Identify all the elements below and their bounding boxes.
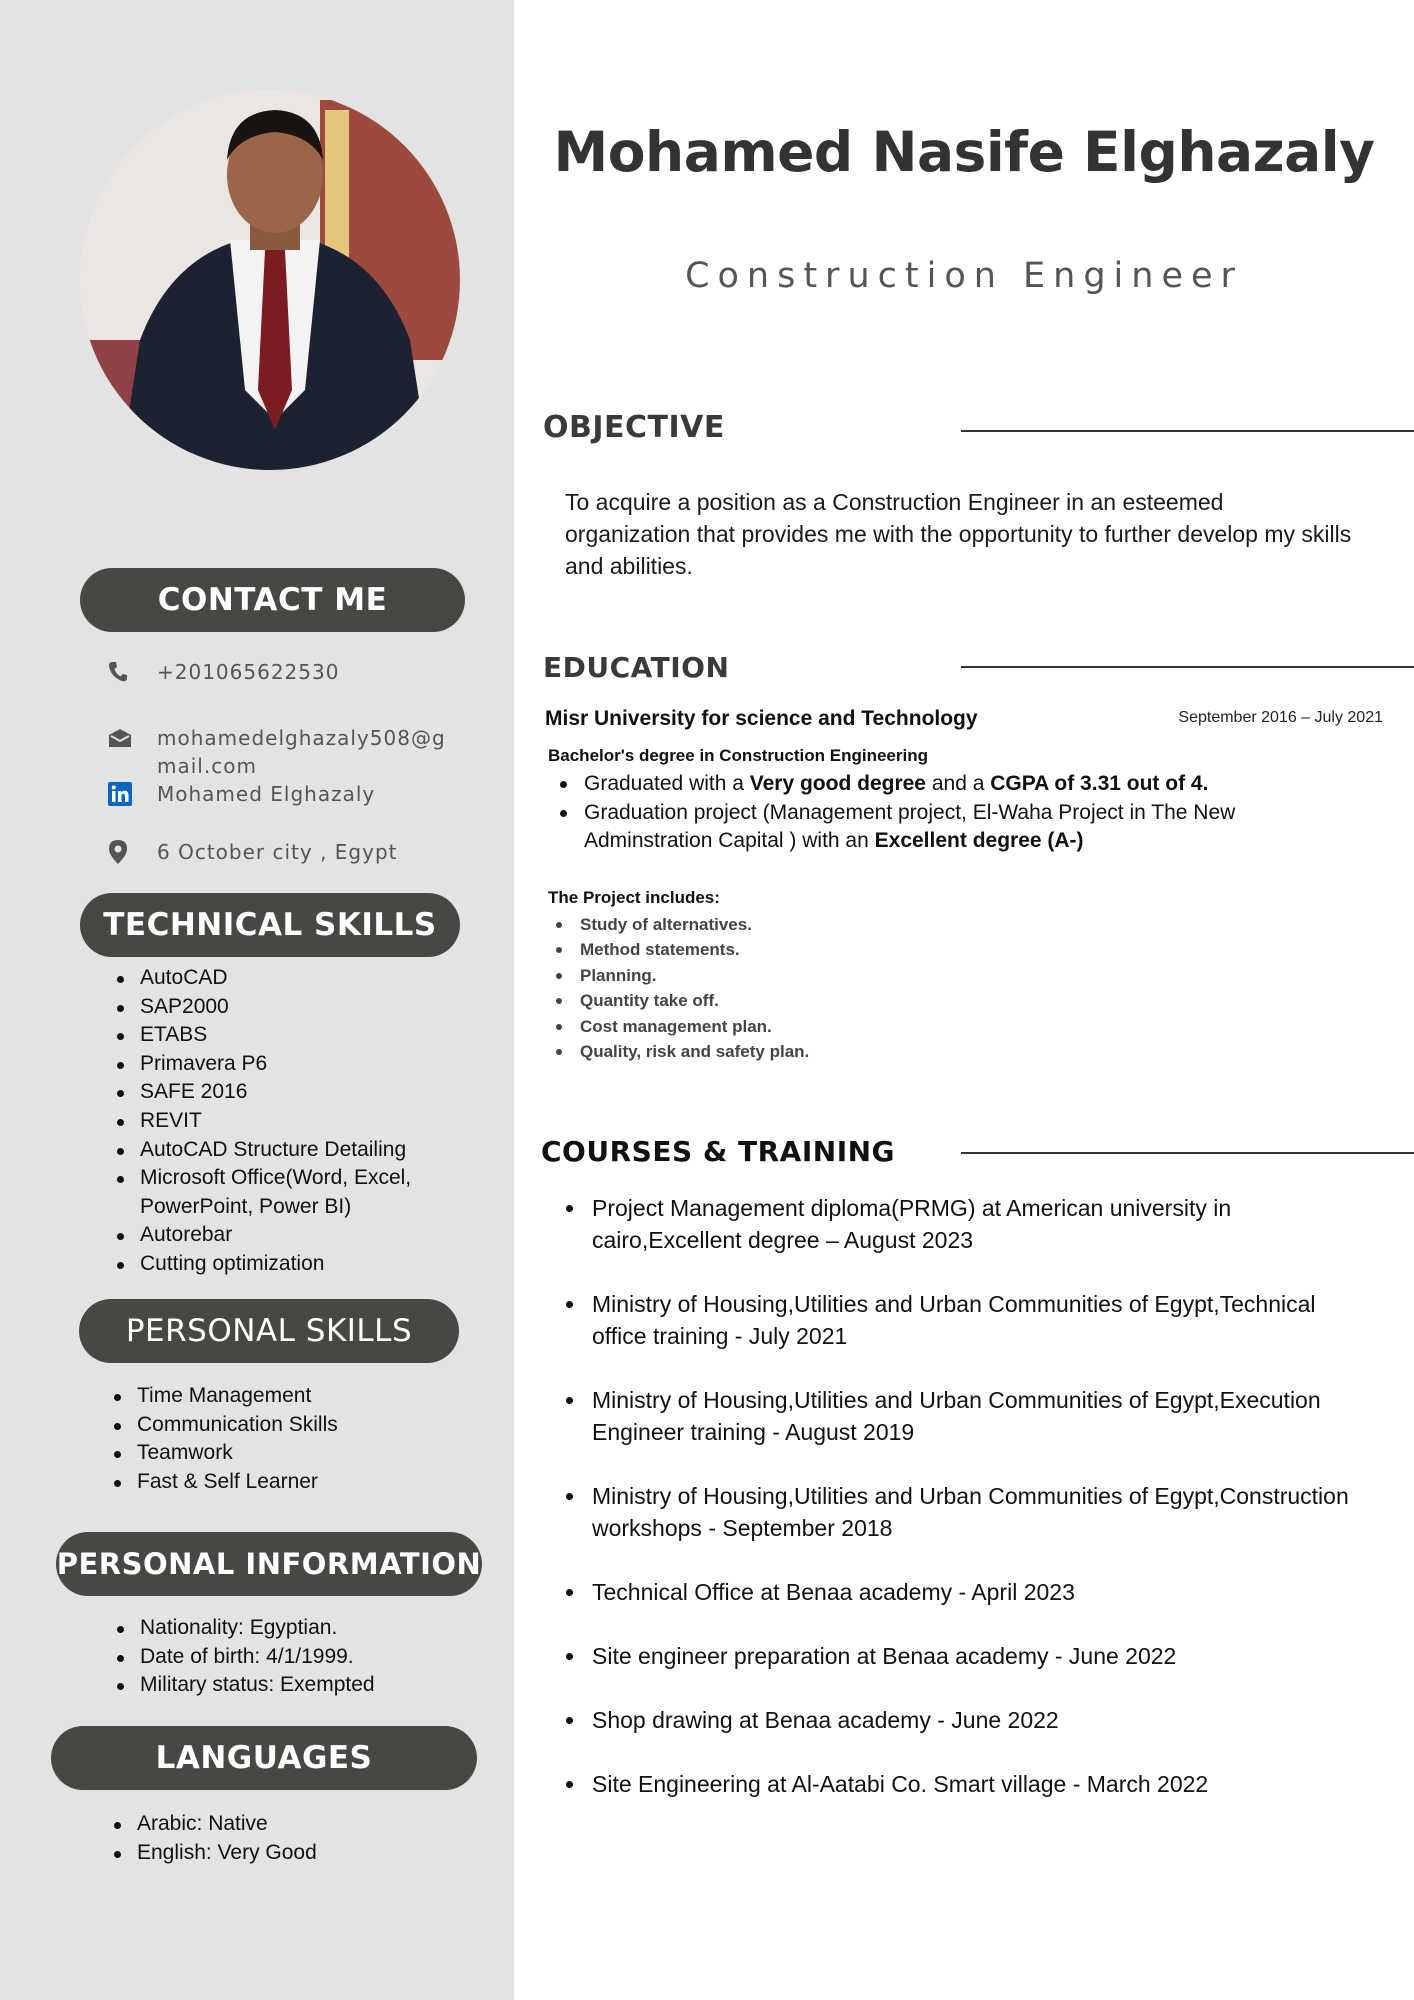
- list-item: Site Engineering at Al-Aatabi Co. Smart village - March 2022: [562, 1768, 1362, 1800]
- education-details-list: [556, 770, 1336, 856]
- list-item: Quality, risk and safety plan.: [552, 1039, 809, 1064]
- languages-heading-text: LANGUAGES: [155, 1740, 373, 1776]
- contact-email[interactable]: [108, 724, 457, 780]
- personal-information-heading: [56, 1532, 482, 1596]
- list-item: Technical Office at Benaa academy - April 2023: [562, 1576, 1362, 1608]
- list-item: Cost management plan.: [552, 1014, 809, 1039]
- education-detail-text: Graduation project (Management project, El-Waha Project in The New Adminstration Capital ) with an: [584, 800, 1236, 852]
- list-item: Quantity take off.: [552, 988, 809, 1013]
- project-includes-heading: The Project includes:: [548, 888, 720, 907]
- contact-phone[interactable]: [108, 658, 457, 686]
- email-address: mohamedelghazaly508@gmail.com: [157, 726, 446, 778]
- list-item: ETABS: [110, 1021, 460, 1050]
- list-item: [556, 770, 1336, 799]
- linkedin-name: Mohamed Elghazaly: [157, 782, 376, 806]
- list-item: Primavera P6: [110, 1050, 460, 1079]
- courses-divider: [961, 1152, 1414, 1154]
- list-item: [556, 799, 1336, 856]
- list-item: Time Management: [107, 1382, 467, 1411]
- education-detail-text: and a: [926, 772, 991, 795]
- personal-information-heading-text: PERSONAL INFORMATION: [56, 1547, 482, 1581]
- phone-number: +201065622530: [157, 660, 340, 684]
- list-item: AutoCAD: [110, 964, 460, 993]
- project-includes-list: [552, 912, 809, 1064]
- profile-photo: [80, 90, 460, 470]
- list-item: Arabic: Native: [107, 1810, 467, 1839]
- courses-heading: COURSES & TRAINING: [541, 1135, 896, 1168]
- list-item: Autorebar: [110, 1221, 460, 1250]
- education-detail-bold: CGPA of 3.31 out of 4.: [990, 772, 1209, 795]
- personal-skills-heading-text: PERSONAL SKILLS: [125, 1313, 413, 1349]
- languages-list: [107, 1810, 467, 1867]
- personal-skills-heading: [79, 1299, 459, 1363]
- technical-skills-list: [110, 964, 460, 1279]
- languages-heading: [51, 1726, 477, 1790]
- contact-heading-text: CONTACT ME: [157, 582, 388, 618]
- list-item: SAFE 2016: [110, 1078, 460, 1107]
- list-item: Date of birth: 4/1/1999.: [110, 1643, 470, 1672]
- list-item: REVIT: [110, 1107, 460, 1136]
- candidate-name: Mohamed Nasife Elghazaly: [553, 120, 1375, 184]
- degree-title: Bachelor's degree in Construction Engineering: [548, 746, 928, 765]
- list-item: Site engineer preparation at Benaa academy - June 2022: [562, 1640, 1362, 1672]
- education-detail-bold: Very good degree: [749, 772, 926, 795]
- list-item: Communication Skills: [107, 1411, 467, 1440]
- education-heading: EDUCATION: [543, 651, 730, 684]
- list-item: Cutting optimization: [110, 1250, 460, 1279]
- list-item: AutoCAD Structure Detailing: [110, 1136, 460, 1165]
- list-item: Shop drawing at Benaa academy - June 2022: [562, 1704, 1362, 1736]
- phone-icon: [108, 658, 138, 686]
- list-item: Nationality: Egyptian.: [110, 1614, 470, 1643]
- list-item: Method statements.: [552, 937, 809, 962]
- education-detail-text: Graduated with a: [584, 772, 750, 795]
- list-item: Planning.: [552, 963, 809, 988]
- courses-list: [562, 1192, 1362, 1832]
- contact-heading: [80, 568, 465, 632]
- list-item: SAP2000: [110, 993, 460, 1022]
- linkedin-icon: [108, 780, 138, 808]
- objective-divider: [961, 430, 1414, 432]
- education-divider: [961, 666, 1414, 668]
- technical-skills-heading: [80, 893, 460, 957]
- education-detail-bold: Excellent degree (A-): [874, 829, 1084, 852]
- list-item: Military status: Exempted: [110, 1671, 470, 1700]
- list-item: Ministry of Housing,Utilities and Urban Communities of Egypt,Construction workshops - September 2018: [562, 1480, 1362, 1544]
- list-item: Study of alternatives.: [552, 912, 809, 937]
- personal-information-list: [110, 1614, 470, 1700]
- contact-location: [108, 838, 457, 866]
- list-item: Ministry of Housing,Utilities and Urban Communities of Egypt,Technical office training - July 2021: [562, 1288, 1362, 1352]
- education-dates: September 2016 – July 2021: [1178, 709, 1383, 726]
- map-pin-icon: [108, 838, 138, 866]
- list-item: Project Management diploma(PRMG) at American university in cairo,Excellent degree – August 2023: [562, 1192, 1362, 1256]
- list-item: Teamwork: [107, 1439, 467, 1468]
- envelope-icon: [108, 724, 138, 752]
- contact-linkedin[interactable]: [108, 780, 457, 808]
- technical-skills-heading-text: TECHNICAL SKILLS: [103, 907, 437, 943]
- list-item: English: Very Good: [107, 1839, 467, 1868]
- candidate-role: Construction Engineer: [685, 256, 1243, 296]
- objective-text: To acquire a position as a Construction Engineer in an esteemed organization that provides me with the opportunity to further develop my skills and abilities.: [565, 489, 1352, 579]
- personal-skills-list: [107, 1382, 467, 1496]
- objective-heading: OBJECTIVE: [543, 410, 725, 445]
- university-name: Misr University for science and Technology: [545, 707, 978, 730]
- list-item: Microsoft Office(Word, Excel, PowerPoint, Power BI): [110, 1164, 460, 1221]
- list-item: Ministry of Housing,Utilities and Urban Communities of Egypt,Execution Engineer training - August 2019: [562, 1384, 1362, 1448]
- location-text: 6 October city , Egypt: [157, 840, 398, 864]
- list-item: Fast & Self Learner: [107, 1468, 467, 1497]
- profile-photo-graphic: [80, 90, 460, 470]
